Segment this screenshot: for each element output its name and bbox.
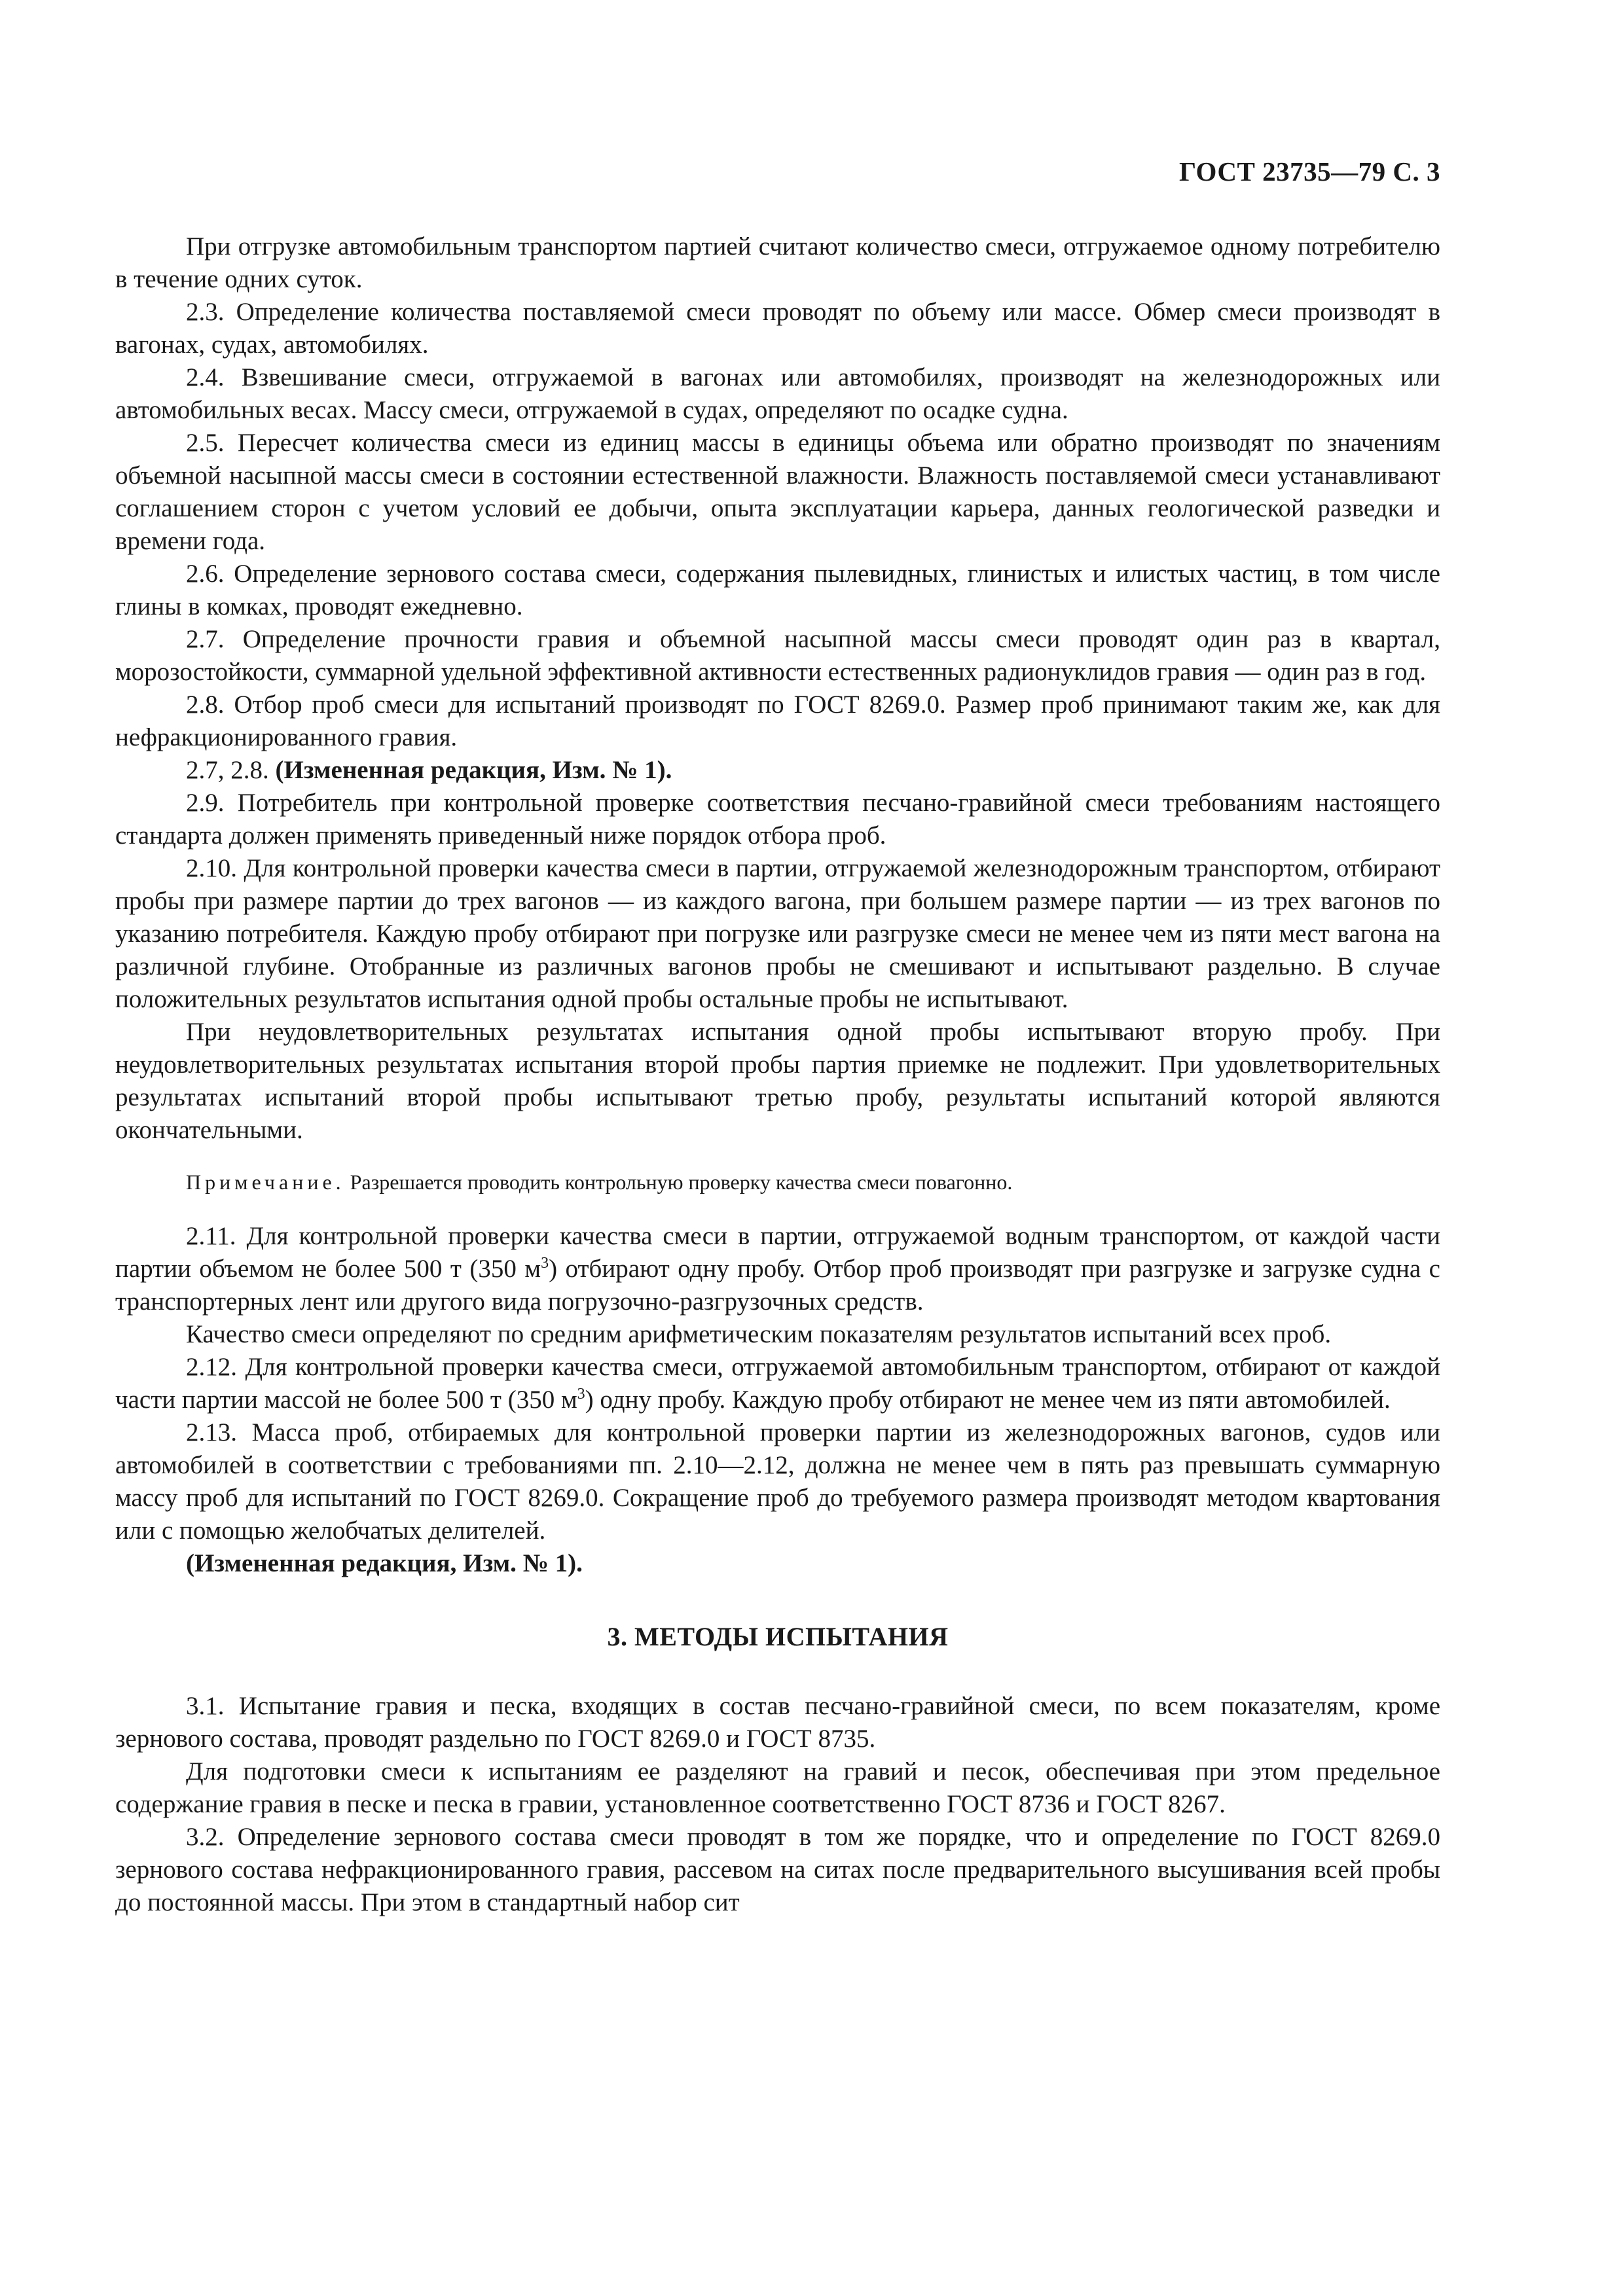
amendment-note-2-7-2-8 [115,754,1440,787]
paragraph-2-10-continued: При неудовлетворительных результатах испытания одной пробы испытывают вторую пробу. При неудовлетворительных результатах испытания второй пробы партия приемке не подлежит. При удовлетворительных результатах испытаний второй пробы испытывают третью пробу, результаты испытаний которой являются окончательными. [115,1018,1440,1144]
paragraph-2-5: 2.5. Пересчет количества смеси из единиц массы в единицы объема или обратно производят по значениям объемной насыпной массы смеси в состоянии естественной влажности. Влажность поставляемой смеси устанавливают соглашением сторон с учетом условий ее добычи, опыта эксплуатации карьера, данных геологической разведки и времени года. [115,429,1440,555]
cubic-superscript: 3 [577,1386,585,1403]
paragraph-2-12 [115,1351,1440,1416]
paragraph-2-12-part-b: ) одну пробу. Каждую пробу отбирают не менее чем из пяти автомобилей. [585,1386,1391,1414]
cubic-superscript: 3 [541,1255,549,1272]
paragraph-2-11-continued: Качество смеси определяют по средним арифметическим показателям результатов испытаний всех проб. [186,1320,1332,1348]
paragraph-3-2: 3.2. Определение зернового состава смеси проводят в том же порядке, что и определение по ГОСТ 8269.0 зернового состава нефракционированного гравия, рассевом на ситах после предварительного высушивания всей пробы до постоянной массы. При этом в стандартный набор сит [115,1823,1440,1916]
paragraph-2-9: 2.9. Потребитель при контрольной проверке соответствия песчано-гравийной смеси требованиям настоящего стандарта должен применять приведенный ниже порядок отбора проб. [115,789,1440,850]
document-body [115,230,1440,1919]
paragraph-2-4: 2.4. Взвешивание смеси, отгружаемой в вагонах или автомобилях, производят на железнодорожных или автомобильных весах. Массу смеси, отгружаемой в судах, определяют по осадке судна. [115,363,1440,424]
amendment-text: (Измененная редакция, Изм. № 1). [275,756,672,784]
amendment-note-2-13: (Измененная редакция, Изм. № 1). [186,1549,583,1577]
note-label: Примечание. [186,1170,345,1194]
amendment-ref: 2.7, 2.8. [186,756,269,784]
paragraph-3-1-continued: Для подготовки смеси к испытаниям ее разделяют на гравий и песок, обеспечивая при этом предельное содержание гравия в песке и песка в гравии, установленное соответственно ГОСТ 8736 и ГОСТ 8267. [115,1757,1440,1818]
paragraph-2-10: 2.10. Для контрольной проверки качества смеси в партии, отгружаемой железнодорожным транспортом, отбирают пробы при размере партии до трех вагонов — из каждого вагона, при большем размере партии — из трех вагонов по указанию потребителя. Каждую пробу отбирают при погрузке или разгрузке смеси не менее чем из пяти мест вагона на различной глубине. Отобранные из различных вагонов пробы не смешивают и испытывают раздельно. В случае положительных результатов испытания одной пробы остальные пробы не испытывают. [115,854,1440,1013]
page-header: ГОСТ 23735—79 С. 3 [1178,156,1440,187]
paragraph-2-11-part-b: ) отбирают одну пробу. Отбор проб производят при разгрузке и загрузке судна с транспортерных лент или другого вида погрузочно-разгрузочных средств. [115,1255,1440,1316]
paragraph-2-8: 2.8. Отбор проб смеси для испытаний производят по ГОСТ 8269.0. Размер проб принимают таким же, как для нефракционированного гравия. [115,691,1440,751]
note-text: Разрешается проводить контрольную проверку качества смеси повагонно. [350,1170,1013,1194]
paragraph-2-13: 2.13. Масса проб, отбираемых для контрольной проверки партии из железнодорожных вагонов, судов или автомобилей в соответствии с требованиями пп. 2.10—2.12, должна не менее чем в пять раз превышать суммарную массу проб для испытаний по ГОСТ 8269.0. Сокращение проб до требуемого размера производят методом квартования или с помощью желобчатых делителей. [115,1418,1440,1545]
paragraph-2-3: 2.3. Определение количества поставляемой смеси проводят по объему или массе. Обмер смеси производят в вагонах, судах, автомобилях. [115,298,1440,359]
paragraph-2-11-part-a: 2.11. Для контрольной проверки качества смеси в партии, отгружаемой водным транспортом, от каждой части партии объемом не более 500 т (350 м [115,1222,1440,1283]
paragraph-2-2-continued: При отгрузке автомобильным транспортом партией считают количество смеси, отгружаемое одному потребителю в течение одних суток. [115,232,1440,293]
section-3-title: 3. МЕТОДЫ ИСПЫТАНИЯ [607,1622,949,1651]
paragraph-2-11 [115,1220,1440,1318]
paragraph-2-6: 2.6. Определение зернового состава смеси, содержания пылевидных, глинистых и илистых частиц, в том числе глины в комках, проводят ежедневно. [115,560,1440,620]
note [115,1168,1440,1196]
paragraph-2-7: 2.7. Определение прочности гравия и объемной насыпной массы смеси проводят один раз в квартал, морозостойкости, суммарной удельной эффективной активности естественных радионуклидов гравия — один раз в год. [115,625,1440,686]
document-page [115,0,1440,2296]
paragraph-2-12-part-a: 2.12. Для контрольной проверки качества смеси, отгружаемой автомобильным транспортом, отбирают от каждой части партии массой не более 500 т (350 м [115,1353,1440,1414]
paragraph-3-1: 3.1. Испытание гравия и песка, входящих в состав песчано-гравийной смеси, по всем показателям, кроме зернового состава, проводят раздельно по ГОСТ 8269.0 и ГОСТ 8735. [115,1692,1440,1753]
